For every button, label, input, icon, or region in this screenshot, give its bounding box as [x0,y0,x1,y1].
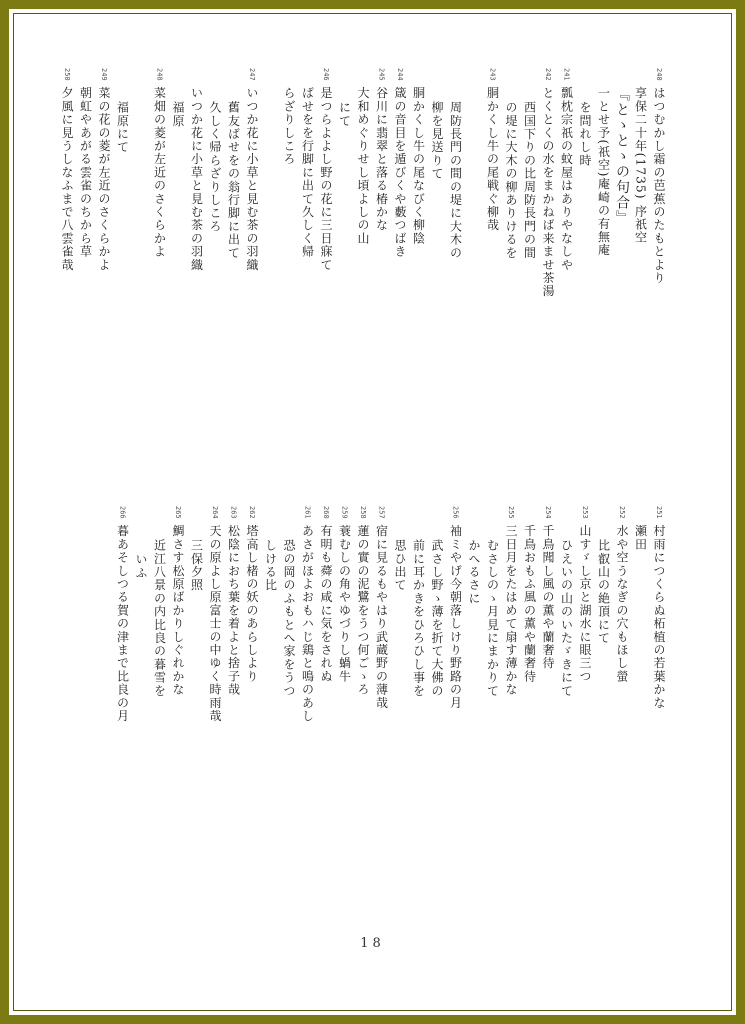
verse-column [58,68,77,498]
text-column [169,68,188,498]
verse-column [557,68,576,498]
verse-text: 周防長門の間の堤に大木の [448,100,463,260]
text-column [354,68,373,498]
verse-text: しける比 [263,538,278,592]
verse-column [113,506,132,806]
verse-column [317,68,336,498]
verse-text: 瀬田 [633,524,648,552]
text-column [76,68,95,498]
text-column [520,68,539,498]
verse-number: 246 [322,68,330,81]
lower-text-block [0,506,745,806]
verse-text: 箴の音目を遁びくや藪つばき [393,86,407,259]
verse-column [539,68,558,498]
verse-text: 西国下りの比周防長門の間 [522,100,537,260]
verse-text: の堤に大木の柳ありけるを [504,100,518,260]
text-column [446,68,465,498]
verse-number: 261 [303,506,312,519]
text-column [187,68,206,498]
verse-number: 257 [377,506,386,519]
verse-column [335,506,354,806]
verse-text: むさしのゝ月見にまかりて [485,538,500,698]
verse-number: 247 [248,68,256,81]
verse-column [539,506,558,806]
verse-text: ひえいの山のいたゞきにて [559,538,574,698]
verse-number: 258 [359,506,367,519]
verse-number: 256 [451,506,460,519]
verse-number: 250 [63,68,71,81]
verse-text: 水や空うなぎの穴もほし螢 [615,524,629,684]
verse-text: 思ひ出て [393,538,407,592]
verse-number: 244 [396,68,404,81]
verse-number: 262 [248,506,256,519]
text-column [280,506,299,806]
verse-text: 一とせ予(祇空)庵崎の有無庵 [596,86,611,257]
text-column [483,506,502,806]
verse-text: 久しく帰らざりしころ [208,100,222,233]
verse-text: 三日月をたはめて扇す薄かな [504,524,518,697]
text-column [409,506,428,806]
text-column [409,68,428,498]
text-column [224,68,243,498]
upper-text-block [0,68,745,498]
text-column [335,68,354,498]
verse-column [354,506,373,806]
verse-number: 260 [322,506,330,519]
text-column [428,68,447,498]
verse-text: 舊友ばせをの翁行脚に出て [226,100,241,260]
text-column [428,506,447,806]
verse-text: 夕風に見うしなふまで八雲雀哉 [60,86,74,272]
verse-column [243,506,262,806]
text-column [502,68,521,498]
verse-text: 胴かくし牛の尾なびく柳陰 [411,86,426,246]
verse-text: 前に耳かきをひろひし事を [411,538,426,698]
verse-text: いつか花に小草と見む茶の羽織 [245,86,259,272]
verse-text: 千鳥聞し風の薫や蘭奢待 [541,524,555,670]
verse-text: を問れし時 [578,100,592,167]
verse-number: 259 [340,506,349,519]
verse-number: 243 [488,68,497,81]
verse-number: 265 [174,506,182,519]
verse-text: 是つらよよし野の花に三日寐て [319,86,333,272]
verse-column [576,506,595,806]
verse-column [169,506,188,806]
verse-text: 柳を見送りて [430,100,444,180]
verse-number: 253 [581,506,589,519]
verse-text: にて [337,100,352,128]
verse-column [317,506,336,806]
text-column [465,68,484,498]
verse-number: 252 [618,506,626,519]
text-column [631,506,650,806]
verse-column [243,68,262,498]
verse-number: 248 [155,68,164,81]
text-column [150,506,169,806]
text-column [465,506,484,806]
verse-number: 249 [100,68,108,81]
text-column [631,68,650,498]
verse-number: 263 [229,506,238,519]
text-column [594,68,613,498]
verse-text: 大和めぐりせし頃よしの山 [356,86,370,246]
verse-text: 三保夕照 [189,538,204,592]
verse-text: とくとくの水をまかねば来ませ茶湯 [541,86,555,298]
text-column [391,506,410,806]
text-column [261,506,280,806]
page-number: 18 [360,936,385,951]
verse-text: 武さし野ゝ薄を折て大佛の [430,538,444,698]
verse-text: 恐の岡のふもとへ家をうつ [282,538,296,698]
verse-number: 254 [544,506,552,519]
verse-number: 266 [118,506,127,519]
verse-text: 松陰におち葉を着よと捨子哉 [226,524,241,697]
text-column [132,68,151,498]
verse-column [372,68,391,498]
verse-text: 谷川に翡翠と落る椿かな [374,86,389,232]
verse-text: かへるさに [467,538,481,605]
verse-column [206,506,225,806]
text-column [520,506,539,806]
verse-text: 朝虹やあがる雲雀のちから草 [78,86,93,259]
verse-number: 255 [507,506,515,519]
verse-number: 241 [562,68,571,81]
verse-text: らざりしころ [282,86,296,166]
text-column [280,68,299,498]
verse-column [391,68,410,498]
verse-text: はつむかし霜の芭蕉のたもとより [652,86,666,285]
text-column [261,68,280,498]
verse-column [483,68,502,498]
verse-column [150,68,169,498]
verse-text: 有明も蕣の咸に気をされぬ [319,524,333,684]
verse-column [502,506,521,806]
verse-column [372,506,391,806]
verse-text: あさがほよおもハじ鶏と鳴のあし [300,524,315,723]
verse-text: 蓮の實の泥鷺をうつ何ごゝろ [356,524,370,697]
text-column [187,506,206,806]
verse-column [298,506,317,806]
verse-text: 近江八景の内比良の暮雪を [152,538,167,698]
verse-number: 264 [211,506,219,519]
text-column [594,506,613,806]
verse-text: 菜畑の菱が左近のさくらかよ [152,86,167,259]
verse-text: 福原 [171,100,185,128]
verse-column [613,506,632,806]
verse-text: 天の原よし原富士の中ゆく時雨哉 [208,524,222,723]
verse-column [224,506,243,806]
text-column [298,68,317,498]
text-column [132,506,151,806]
verse-text: 村雨につくらぬ柘植の若葉かな [652,524,666,710]
verse-number: 242 [544,68,552,81]
verse-text: 比叡山の絶頂にて [596,538,611,645]
verse-number: 251 [655,506,663,519]
verse-column [95,68,114,498]
verse-column [446,506,465,806]
verse-text: 享保二十年(1735) 序祇空 [633,86,648,245]
verse-text: 袖ミやげ今朝落しけり野路の月 [448,524,463,710]
verse-number: 245 [377,68,386,81]
text-column [113,68,132,498]
verse-number: 240 [655,68,663,81]
verse-text: 福原にて [115,100,130,154]
verse-text: 山すゞし京と湖水に眼三つ [578,524,592,684]
verse-text: 菜の花の菱が左近のさくらかよ [97,86,111,272]
verse-text: いつか花に小草と見む茶の羽織 [189,86,204,272]
text-column [576,68,595,498]
verse-text: 胴かくし牛の尾戦ぐ柳哉 [485,86,500,232]
verse-text: 千鳥おもふ風の薫や蘭奢待 [522,524,537,684]
verse-text: 塔高し楮の妖のあらしより [245,524,259,684]
verse-text: 鯛さす松原ばかりしぐれかな [171,524,185,697]
verse-column [650,68,669,498]
verse-text: ばせをを行脚に出て久しく帰 [300,86,315,259]
verse-text: 瓢枕宗祇の蚊屋はありやなしや [559,86,574,272]
text-column [613,68,632,498]
verse-column [650,506,669,806]
section-heading: 『とゝとゝの句合』 [614,86,630,227]
verse-text: 宿に見るもやはり武蔵野の薄哉 [374,524,389,710]
verse-text: 蓑むしの角やゆづりし蝸牛 [337,524,352,684]
verse-text: いふ [134,552,148,580]
verse-text: 暮あそしつる賀の津まで比良の月 [115,524,130,723]
text-column [557,506,576,806]
text-column [206,68,225,498]
